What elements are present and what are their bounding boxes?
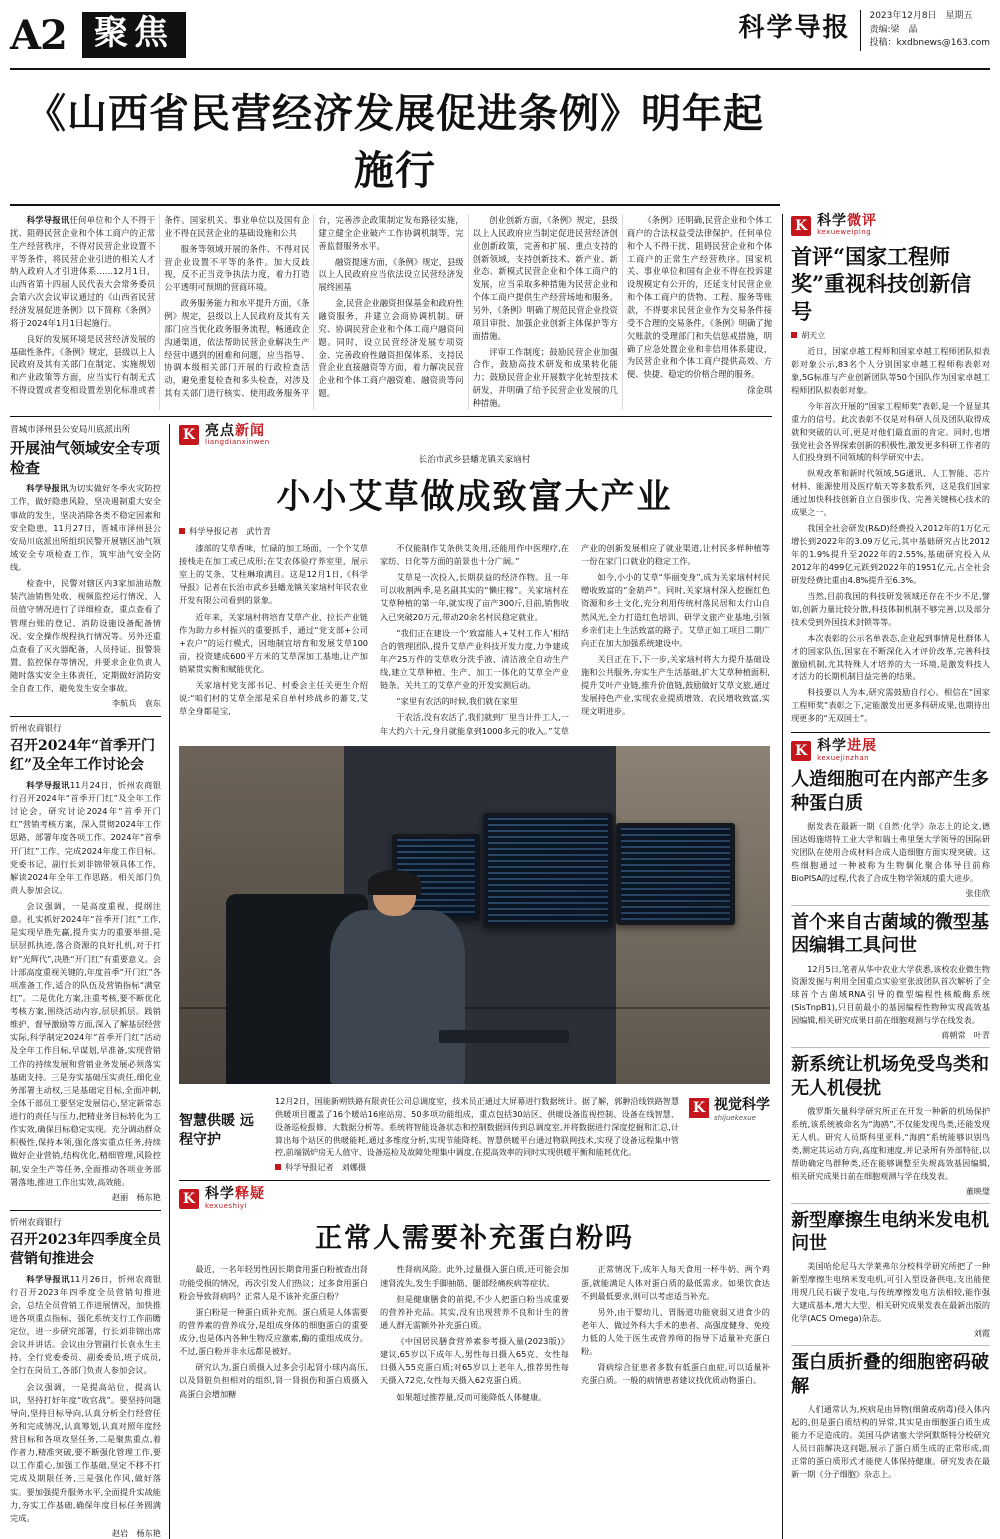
monitor-2 bbox=[483, 813, 613, 928]
bullet-icon bbox=[275, 1164, 281, 1170]
jinzhan-headline: 人造细胞可在内部产生多种蛋白质 bbox=[791, 769, 990, 814]
column-tag-names bbox=[205, 1187, 265, 1210]
left-news-column bbox=[10, 424, 170, 1539]
mid-grid bbox=[10, 424, 772, 1539]
masthead-meta bbox=[860, 10, 990, 51]
column-tag-liangdian bbox=[179, 424, 770, 447]
jinzhan-item bbox=[791, 1209, 990, 1339]
jinzhan-body: 人们通常认为,疾病是由异物(细菌或病毒)侵入体内起的,但是蛋白质结构的异常,其实是由细胞蛋白质生成能力不足造成的。美国马萨诸塞大学阿默斯特分校研究人员日前解决这问题,展示了蛋白质生成的正常形成,而正常的蛋白质形式才能使人体保持健康。研究发表在最新一期《分子细胞》杂志上。 bbox=[791, 1403, 990, 1479]
news-item bbox=[10, 424, 161, 709]
keyboard bbox=[439, 1030, 569, 1044]
jinzhan-sign: 张佳欣 bbox=[965, 887, 990, 898]
column-tag-names bbox=[205, 424, 270, 447]
news-sign: 赵岩 杨东艳 bbox=[111, 1527, 161, 1538]
weiping-body: 近日，国家卓越工程师和国家卓越工程师团队拟表彰对象公示,83名个人分别国家卓越工程师称表彰对象,5G标准与产业创新团队等50个国队作为国家卓越工程师团队拟表彰对象。 今年首次开展的“国家工程师奖”表彰,是一个显显其重力的信号。此次表彰不仅是对科研人员及团队取得成就和突破的认可,更是对他们最直面的肯定。同时,也增强党社会各界探索创新的积极性,激发更多科研工作者的人们投身到不同领域的科学研究中去。 纵观改革和新时代领域,5G通讯、人工智能、芯片材料、能源使用及医疗航天等多数系列，这是我们国家通过加快科技创新自立自强步伐、完善关键核心技术的成果之一。 我国全社会研发(R&D)经费投入2012年的1万亿元增长到2022年的3.09万亿元,其中基础研究占比2012年的1.9%提升至2022年的2.55%,基础研究投入从2012年的499亿元跃到2022年的1951亿元,占全社会研发经费比重由4.8%提升至6.3%。 当然,目前我国的科技研发领域还存在不少不足,譬如,创新力量比较分散,科技体制机制不够完善,以及部分技术受到外国技术封锁等等。 本次表彰的公示名单表态,企业起到事情是杜群体人才的国家队伍,国家在不断深化入才评价改革,完善科技激励机制,尤其特殊人才培养的大一环境,是激发科技人才活力的长期机制目益完善的结果。 科技要以人为本,研究需鼓励自行心。相信在“国家工程师奖”表彰之下,定能激发出更多科研成果,也期待出现更多的“无双国士”。 bbox=[791, 345, 990, 724]
news-body: 科学导报讯为切实做好冬季火灾防控工作，做好隐患风险，坚决遏制重大安全事故的发生，坚决消除各类不稳定因素和安全隐患，11月27日，晋城市泽州县公安局川底派出所组织民警开展辖区油气领域安全专项检查工作，筑牢油气安全防线。 检查中，民警对辖区内3家加油站散装汽油销售处收、视频监控运行情况、人员值守情况进行了详细检查，重点查看了管理台账的登记、消防设施设备配备情况、安全操作规程执行情况等。另外还重点查看了灭火器配备，人员持证、报警装置、监控保存等情况，并要求企业负责人随时落实安全主体责任，定期做好消防安全自查工作，避免发生安全事故。 bbox=[10, 483, 161, 694]
news-body: 科学导报讯11月26日，忻州农商银行召开2023年四季度全员营销旬推进会，总结全员营销工作进展情况，加快推进各项重点指标，强化系统支行工作前瞻定位，进一步研究部署，行长刘非锦出席会议并讲话。会议由分管副行长袁永生主持。全行党委委员、副委委员,班子成员,全行在岗员工,各部门负责人参加会议。 会议强调，一是提高站位，提高认识，坚持打好年度“收官战”。要坚持问题导向,坚持目标导向,认真分析全行经营任务和完成情况,认真筹划,认真对照年度经营目标和各项攻坚任务,二是聚焦重点,着作者力,精准突破,要不断强化管理工作,要以工作重心,加强工作基础,坚定不移不打完成及期限任务,三是强化作风,做好落实。要加强提升服务水平,全面提升实战能力,夯实工作基础,确保年度目标任务圆满完成。 bbox=[10, 1273, 161, 1523]
photo-caption-row bbox=[179, 1090, 770, 1174]
bullet-icon bbox=[179, 528, 185, 534]
news-byline: 科学导报讯 bbox=[26, 483, 69, 494]
jinzhan-item bbox=[791, 911, 990, 1041]
photo-caption-body-wrap bbox=[275, 1090, 679, 1174]
lead-article bbox=[10, 214, 772, 417]
news-item bbox=[10, 1217, 161, 1539]
lead-para: 服务等领域开展的条件、不得对民营企业设置不平等的条件。加大反歧视，反不正当竞争执法力度，着力打造公平透明可预期的营商环境。 bbox=[164, 243, 310, 293]
lead-sign: 徐金琪 bbox=[747, 385, 773, 396]
divider bbox=[791, 1047, 990, 1048]
column-tag-pinyin: kexueshiyi bbox=[205, 1201, 247, 1210]
column-tag-cn: 科学进展 bbox=[817, 738, 878, 755]
lead-para: 《条例》还明确,民营企业和个体工商户的合法权益受法律保护。任何单位和个人不得干扰、阻碍民营企业和个体工商户的正常生产经营秩序。国家机关、事业单位和国有企业不得在投诉建设规模定有公开的，还延支付民营企业和个体工商户的货物、工程、服务等账款，不得要求民营企业作为交易条件接受不合理的交易条件。《条例》明确了抛欠账款的受理部门和失信惩戒措施，明确了应急处置企业和非信用体系建设，为民营企业和个体工商户提供高效、方便、快捷、稳定的价格合理的服务。 bbox=[626, 215, 773, 380]
jinzhan-body: 美国哈伦尼马大学莱弗尔分校科学研究所把了一种新型摩擦生电纳米发电机,可引入型设备供电,支出能使用现几民石碳子发电,与传统摩擦发电方法相较,能作强大建成基本,增大大型、相关研究成果发表在最新出版的化学(ACS Omega)杂志。 bbox=[791, 1261, 990, 1324]
column-tag-cn: 科学释疑 bbox=[205, 1186, 265, 1203]
section-badge: 聚焦 bbox=[82, 12, 186, 58]
column-tag-shiyi bbox=[179, 1187, 770, 1210]
feature-body: 漆部的艾草香味，忙碌的加工场面，一个个艾草接栈走在加工或已成形;在艾农体验疗养室里，展示室上的艾条、艾柱琳琅满目。这是12月1日,《科学导报》记者在长治市武乡县蟠龙镇关家垴村年民农业开发有限公司看到的景象。 近年来，关家垴村将培育艾草产业、拉长产业链作为助力乡村振兴的重要抓手，通过“党支部+公司+农户”的运行模式，因地制宜培育和发展艾草100亩，投资建成600平方米的艾草深加工基地,让产加销紧贯实衡和赋能优化。 关家垴村党支部书记、村委会主任关更生介绍说:“咱们村的艾草全部是采自单村珍战乡的蕃艾,艾草全身都是宝, 不仅能制作艾条供艾灸用,还能用作中医理疗,在家纺、日化等方面的前景也十分广阔。” 艾草是一次投入,长期获益的经济作物。且一年可以收割两季,是名副其实的“懒庄稼”。关家垴村在艾草种植的第一年,就实现了亩产300斤,目前,销售收入已突破20万元,带动20余名村民稳定就业。 “我们正在建设一个‘致富能人+艾村工作人’相结合的管理团队,提升艾草产业科技开发力度,力争建成年产25万件的艾草收分洗手液、清洁液全自动生产线,建立艾草种植、生产、加工一体化的艾草全产业链条。关共工的艾草产业的开发实测后动。 “家里有农活的时候,我们就在家里 干农活,没有农活了,我们就到厂里当计件工人,一年大约六十元,身月就能拿到1000多元的收入。”艾草产业的创新发展相应了就业渠道,让村民多样种植等一份在家门口就业的稳定工作。 如今,小小的艾草“华丽变身”,成为关家垴村村民赠收致富的“金葫芦”。同时,关家垴村深入挖掘红色资源和乡土文化,充分利用传统村落民居和太行山自然风光,全力打造红色培训、研学文旅产业基地,引领乡亲们走上生活致富的路子。艾草正如工项目二期广向正在加大加强系统建设中。 关目正在下,下一步,关家垴村将大力提升基础设施和公共服务,夯实生产生活基础,扩大艾草种植面积,提升艾叶产业链,推升价值链,鼓励做好艾草文旅,通过发展持色产业,实现农业提质增效、农民增收致富,实现文明进步。 bbox=[179, 542, 770, 736]
explain-body: 最近，一名年轻男性因长期食用蛋白粉被查出肾功能受损的情况，再次引发人们热议；过多食用蛋白粉会导致肾病吗？正常人是不该补充蛋白粉？ 蛋白粉是一种蛋白质补充剂。蛋白质是人体需要的营养素的营养成分,是组成身体的细胞蛋白的重要成分,也是体内各种生物反应激素,酶的重组成成分。不过,蛋白粉并非永远都是被好。 研究认为,蛋白质摄入过多会引起肾小球内高压,以及肾脏负担相对的组织,肾一肾损伤和蛋白质摄入高蛋白会增加糖 性肾病风险。此外,过量摄入蛋白质,还可能会加速肾流失,发生手脚抽筋、腿部经痛疾病等症状。 但是健康膳食的前提,不少人把蛋白粉当成重要的营养补充品。其实,没有出现营养不良和计生的普通人群无需额外补充蛋白质。 《中国居民膳食营养素参考摄入量(2023版)》建议,65岁以下成年人,男性每日摄入65克、女性每日摄入55克蛋白质;对65岁以上老年人,推荐男性每天摄入72克,女性每天摄入62克蛋白质。 如果超过推荐量,反而可能降低人体健康。 正常情况下,成年人每天食用一杯牛奶、两个鸡蛋,就能满足人体对蛋白质的最低需求。如果饮食达不到最低要求,则可以考虑适当补充。 另外,由于婴幼儿、胃肠道功能衰弱又进食少的老年人、做过外科大手术的患者、高强度健身、免疫力低的人处于医生或营养师的指导下适量补充蛋白粉。 肾病综合征患者多数有低蛋白血症,可以适量补充蛋白质。一般的病情患者建议找优质动物蛋白。 bbox=[179, 1264, 770, 1402]
jinzhan-headline: 新系统让机场免受鸟类和无人机侵扰 bbox=[791, 1054, 990, 1099]
feature-column bbox=[170, 424, 770, 1539]
visual-science-names bbox=[714, 1094, 770, 1122]
masthead bbox=[10, 8, 990, 70]
divider bbox=[179, 1180, 770, 1181]
lead-para: 科学导报讯任何单位和个人不得干扰、阻碍民营企业和个体工商户的正常生产经营秩序，不得对民营企业设置不平等条件，将民营企业引进的相关人才纳入政府人才引进体系……12月1日，山西省第十四届人民代表大会常务委员会第六次会议审议通过的《山西省民营经济发展促进条例》以下简称《条例》将于2024年1月1日起施行。 bbox=[10, 215, 156, 328]
editor-line: 责编:梁 晶 bbox=[869, 24, 918, 35]
control-room-photo bbox=[179, 746, 770, 1084]
jinzhan-sign: 董映璧 bbox=[965, 1185, 990, 1196]
news-sign: 赵丽 杨东艳 bbox=[111, 1191, 161, 1202]
divider bbox=[791, 732, 990, 733]
k-logo-icon: K bbox=[791, 741, 811, 761]
lead-byline: 科学导报讯 bbox=[26, 215, 70, 225]
column-tag-pinyin: liangdianxinwen bbox=[205, 438, 270, 447]
news-kicker: 忻州农商银行 bbox=[10, 1217, 62, 1228]
lead-para: 创业创新方面，《条例》规定，县级以上人民政府应当制定促进民营经济创业创新政策，完善和扩展、重点支持的创新领域，支持创新技术、新产业、新业态、新模式民营企业和个体工商户的发展，应当采取多种措施为民营企业和个体工商户提供生产经营场地和服务。另外，《条例》明确了规范民营企业投资项目审批、加强企业创新主体保护等方面措施。 bbox=[472, 215, 618, 341]
feature-headline: 小小艾草做成致富大产业 bbox=[276, 476, 673, 517]
news-headline: 召开2023年四季度全员营销旬推进会 bbox=[10, 1231, 161, 1267]
news-headline: 召开2024年“首季开门红”及全年工作讨论会 bbox=[10, 738, 156, 774]
publish-date: 2023年12月8日 星期五 bbox=[869, 11, 973, 21]
visual-science-logo bbox=[689, 1094, 770, 1122]
jinzhan-sign: 蒋朝常 叶青 bbox=[941, 1030, 990, 1041]
lead-article-body bbox=[10, 214, 772, 410]
photo-credit: 科学导报记者 刘娜摄 bbox=[275, 1162, 679, 1173]
jinzhan-body: 12月5日,笔者从华中农业大学获悉,该校农业微生物资源发掘与利用全国重点实验室张波团队首次解析了全球首个古菌域RNA引导的微型编程性核酸酶系统(SisTnpB1),只目前最小的基因编程性物种实现高效基因编辑,相关研究成果日前在细胞观测与学在线发表。 bbox=[791, 963, 990, 1026]
photo-caption: 12月2日，国能新朔铁路有限责任公司总调度室，技术员正通过大屏幕进行数据统计。据了解，郭翀沿线铁路智慧供暖项目覆盖了16个暖站16座站房、50多项功能组成，重点包括30站区、供暖设备监视控制、设备在线智慧、设备巡检报修、大数据分析等。系统将智能设备状态和控制数据回传到总调度室,并将数据进行深度挖掘和汇总,计算出每个站区的供暖能耗,通过多维度分析,实现节能降耗。智慧供暖平台通过物联网技术,实现了设备远程集中管控,前端锅炉房无人值守、设备巡检及故障处理集中调度,在提高效率的同时实现供暖平衡和能耗优化。 bbox=[275, 1095, 679, 1158]
submission-email[interactable]: 投稿：kxdbnews@163.com bbox=[869, 38, 990, 48]
right-rail bbox=[782, 214, 990, 1539]
masthead-right bbox=[738, 8, 990, 51]
left-zone bbox=[10, 214, 772, 1539]
feature-dateline: 长治市武乡县蟠龙镇关家垴村 bbox=[418, 454, 531, 465]
divider bbox=[791, 1345, 990, 1346]
jinzhan-headline: 首个来自古菌域的微型基因编辑工具问世 bbox=[791, 911, 990, 957]
lead-headline: 《山西省民营经济发展促进条例》明年起施行 bbox=[10, 82, 780, 206]
news-kicker: 忻州农商银行 bbox=[10, 724, 62, 735]
feature-reporter: 科学导报记者 武竹青 bbox=[179, 526, 770, 537]
column-tag-cn: 亮点新闻 bbox=[205, 422, 265, 439]
photo-block bbox=[179, 746, 770, 1174]
body-grid bbox=[10, 214, 990, 1539]
news-byline: 科学导报讯 bbox=[26, 779, 70, 790]
news-item bbox=[10, 723, 161, 1203]
divider bbox=[10, 1210, 161, 1211]
jinzhan-item bbox=[791, 1053, 990, 1196]
jinzhan-body: 据发表在最新一期《自然·化学》杂志上的论文,德国达姆施塔特工业大学和瑞士弗里堡大学领导的国际研究团队在使用合成材料合成人造细胞方面实现突破。这些细胞通过一种被称为生物偶化聚合体导目前称BioPISA的过程,代表了合成生物学领域的重大进步。 bbox=[791, 821, 990, 883]
news-byline: 科学导报讯 bbox=[26, 1273, 70, 1284]
jinzhan-item bbox=[791, 1351, 990, 1480]
news-headline: 开展油气领域安全专项检查 bbox=[10, 438, 161, 478]
column-tag-pinyin: kexueweiping bbox=[817, 228, 872, 237]
news-sign: 李航兵 袁东 bbox=[111, 698, 161, 709]
k-logo-icon: K bbox=[689, 1098, 709, 1118]
jinzhan-item bbox=[791, 768, 990, 898]
divider bbox=[10, 716, 161, 717]
lead-para: 融资提速方面，《条例》规定，县级以上人民政府应当依法设立民营经济发展终困基 bbox=[318, 256, 464, 293]
page-folio: A2 bbox=[10, 12, 67, 59]
column-tag-cn: 科学微评 bbox=[817, 213, 878, 229]
photo-caption-title: 智慧供暖 远程守护 bbox=[179, 1112, 254, 1148]
lead-para: 政务服务能力和水平提升方面，《条例》规定，县级以上人民政府及其有关部门应当优化政务服务流程，畅通政企沟通渠道，依法帮助民营企业解决生产经营中遇到的困难和问题，应当指导、协调本级相关部门开展的行政检查活动，避免重复检查和多头检查，对涉及其有关部门进行核实、使用政务服务平台，完善涉企政策制定发布路径实施，建立健全企业破产工作协调机制等，完善监督服务水平。 bbox=[164, 215, 464, 399]
technician-figure bbox=[321, 874, 475, 1084]
news-body: 科学导报讯11月24日，忻州农商银行召开2024年“首季开门红”及全年工作讨论会，研究讨论2024年“首季开门红”营销考核方案，深入贯彻2024年工作思路，部署年度各项工作。2024年“首季开门红”工作、完成2024年度工作目标。党委书记、副行长刘非锦带领具体工作，解读2024年全年工作思路。相关部门负责人参加会议。 会议强调，一是高度重视，提纲注意。扎实抓好2024年“首季开门红”工作,是实现早胜先赢,提升实力的重要举措,是层层抓执迹,落合资源的良好扎机,对于打好“光辉代”,决胜“开门红”有重要意义。会计部高度重视关键的,年度首季“开门红”各项准备工作,适合的队伍及营销指标“满堂红”。二是优化方案,注重考核,要不断优化考核方案,围绕活动内容,层层抓层。践销维护、督导激励等方面,深入了解基层经营实际,科学制定2024年“首季开门红”活动及全年工作目标,早谋划,早准备,实现营销工作的持续发展和营销业务发展必须落实基础支持。三是夯实基础压实责任,细化业务部署主动权,三是基础定目标,全面冲刺,全体干部员工要坚定发展信心,坚定新常态进行的责任与压力,把精业务目标转化为工作实效,确保目标稳定实现。充分调动群众积极性,保持本领,强化落实重点任务,持续做好企业营销,结构优化,精细管理,风险控制,安全生产等任务,全面推动各项业务部署落地,推进工作出实效,高效能。 bbox=[10, 779, 161, 1187]
lead-para: 良好的发展环境是民营经济发展的基础性条件。《条例》规定，县级以上人民政府及其有关部门在制定、实施规划和产业政策等方面，应当实行有制无式不得设置或者变相设置差别化标准或者条件。国家机关、事业单位以及国有企业不得在民营企业的基础设施和公共 bbox=[10, 215, 310, 396]
visual-science-cn: 视觉科学 bbox=[714, 1096, 770, 1113]
k-logo-icon: K bbox=[179, 1189, 199, 1209]
jinzhan-headline: 蛋白质折叠的细胞密码破解 bbox=[791, 1352, 990, 1397]
jinzhan-headline: 新型摩擦生电纳米发电机问世 bbox=[791, 1209, 990, 1255]
weiping-author: 胡天立 bbox=[791, 330, 990, 341]
bullet-icon bbox=[791, 332, 797, 338]
column-tag-weiping bbox=[791, 214, 990, 237]
column-tag-names bbox=[817, 739, 877, 762]
column-tag-jinzhan bbox=[791, 739, 990, 762]
visual-science-pinyin: shijuekexue bbox=[714, 1113, 756, 1122]
column-tag-pinyin: kexuejinzhan bbox=[817, 753, 870, 762]
weiping-headline: 首评“国家工程师奖”重视科技创新信号 bbox=[791, 244, 972, 324]
paper-name: 科学导报 bbox=[738, 13, 851, 43]
lead-para: 评审工作制度；鼓励民营企业加强合作，鼓励高技术研发和成果转化能力；鼓励民营企业开展数字化转型技术研发，并明确了给予民营企业发展的几种措施。 bbox=[472, 346, 618, 409]
lead-para: 金,民营企业融资担保基金和政府性融资服务，并建立会商协调机制。研究、协调民营企业和个体工商户融资问题。同时，设立民营经济发展专项资金、完善政府性融资担保体系、支持民营企业直接融资等方面，着力解决民营企业和个体工商户融资难、融资贵等问题。 bbox=[318, 298, 464, 399]
k-logo-icon: K bbox=[791, 216, 811, 236]
column-tag-names bbox=[817, 214, 877, 237]
news-kicker: 晋城市泽州县公安局川底派出所 bbox=[10, 424, 131, 435]
monitor-3 bbox=[616, 823, 734, 924]
k-logo-icon: K bbox=[179, 425, 199, 445]
jinzhan-body: 俄罗斯矢量科学研究所正在开发一种新的机场保护系统,该系统被命名为“海鸥”,不仅能发现鸟类,还能发现无人机。研究人员斯科里亚科,“海鸥”系统能够识别鸟类,测定其运动方向,高度和速度,并记录所有外部特征,以帮助确定鸟群种类,还在能够调整至失规高效基因编辑,相关研究成果日前在细胞观测与学在线发表。 bbox=[791, 1106, 990, 1181]
explain-headline: 正常人需要补充蛋白粉吗 bbox=[315, 1223, 634, 1255]
jinzhan-sign: 刘霞 bbox=[973, 1328, 990, 1339]
divider bbox=[791, 1203, 990, 1204]
divider bbox=[791, 905, 990, 906]
